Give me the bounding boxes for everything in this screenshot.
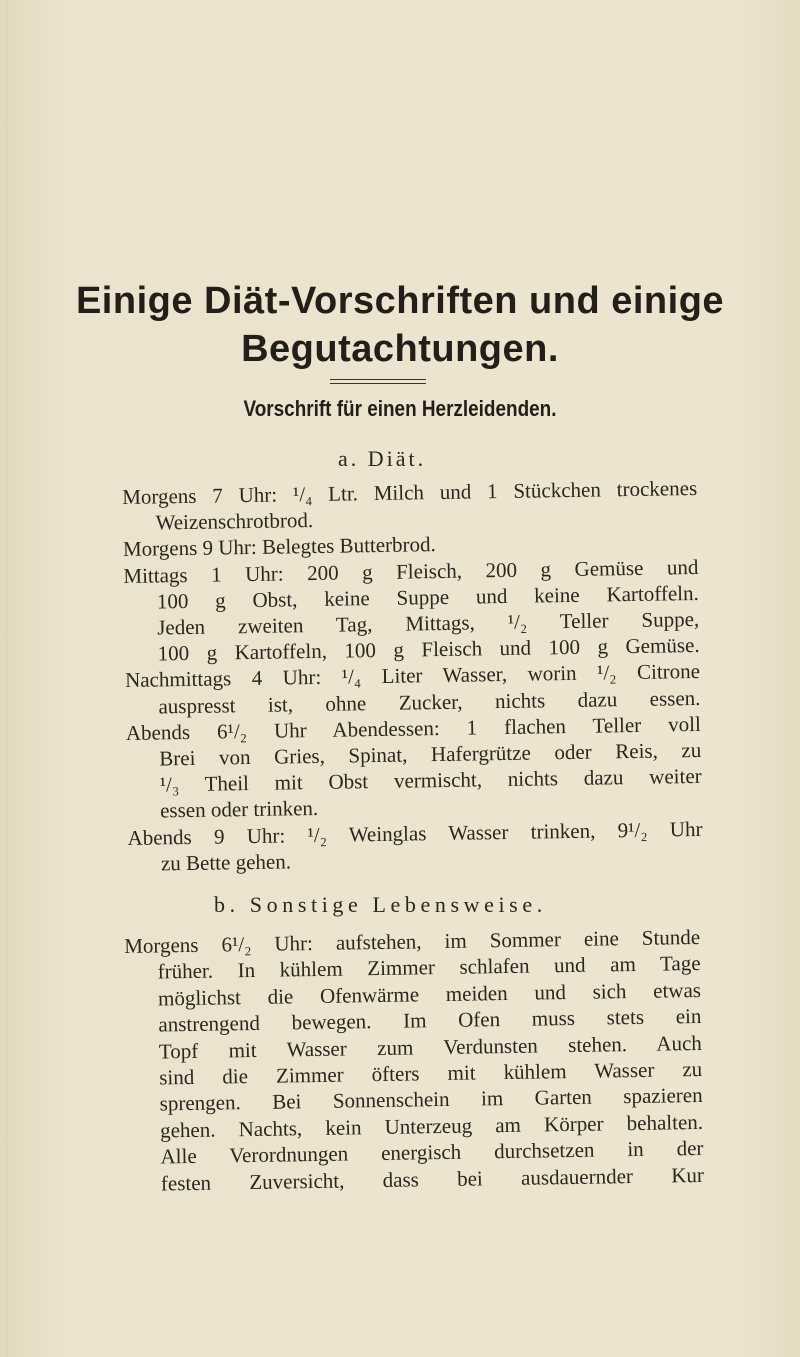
title-rule-bottom <box>330 383 426 384</box>
page-edge-divider <box>6 0 7 1357</box>
section-a-heading: a. Diät. <box>338 446 427 471</box>
section-b-line-5: Topf mit Wasser zum Verdunsten stehen. Auch <box>158 1030 702 1064</box>
section-b-line-9: Alle Verordnungen energisch durchsetzen in der <box>160 1136 704 1169</box>
section-a-line-6: Jeden zweiten Tag, Mittags, ¹/₂ Teller Suppe, <box>157 606 700 640</box>
section-a-line-2: Weizenschrotbrod. <box>155 508 314 535</box>
title-rule-top <box>330 379 426 380</box>
section-b-heading: b. Sonstige Lebensweise. <box>214 892 547 917</box>
chapter-title-line-1: Einige Diät-Vorschriften und einige <box>75 280 725 322</box>
section-b-line-6: sind die Zimmer öfters mit kühlem Wasser zu <box>159 1056 703 1090</box>
section-a-line-14: Abends 9 Uhr: ¹/₂ Weinglas Wasser trinken, 9¹/₂ Uhr <box>127 816 703 850</box>
section-b-line-1: Morgens 6¹/₂ Uhr: aufstehen, im Sommer eine Stunde <box>124 924 701 958</box>
section-b-line-4: anstrengend bewegen. Im Ofen muss stets ein <box>158 1004 702 1037</box>
section-b-text <box>124 924 705 1196</box>
section-b-line-10: festen Zuversicht, dass bei ausdauernder Kur <box>160 1162 705 1196</box>
prescription-subtitle: Vorschrift für einen Herzleidenden. <box>243 396 557 421</box>
section-a-line-5: 100 g Obst, keine Suppe und keine Kartoffeln. <box>156 580 699 614</box>
section-a-line-13: essen oder trinken. <box>159 796 319 823</box>
section-b-line-8: gehen. Nachts, kein Unterzeug am Körper behalten. <box>159 1109 704 1143</box>
chapter-title-line-2: Begutachtungen. <box>241 328 559 370</box>
section-a-line-10: Abends 6¹/₂ Uhr Abendessen: 1 flachen Teller voll <box>125 711 702 745</box>
section-a-text <box>122 475 703 876</box>
section-a-line-7: 100 g Kartoffeln, 100 g Fleisch und 100 g Gemüse. <box>157 633 700 666</box>
section-a-line-8: Nachmittags 4 Uhr: ¹/₄ Liter Wasser, worin ¹/₂ Citrone <box>124 659 701 693</box>
section-a-line-4: Mittags 1 Uhr: 200 g Fleisch, 200 g Gemüse und <box>123 554 699 588</box>
section-b-line-7: sprengen. Bei Sonnenschein im Garten spazieren <box>159 1083 703 1116</box>
section-a-line-12: ¹/₃ Theil mit Obst vermischt, nichts dazu weiter <box>159 764 702 797</box>
section-b-line-2: früher. In kühlem Zimmer schlafen und am Tage <box>157 951 701 984</box>
section-a-line-11: Brei von Gries, Spinat, Hafergrütze oder Reis, zu <box>159 737 702 771</box>
section-a-line-9: auspresst ist, ohne Zucker, nichts dazu essen. <box>158 685 701 719</box>
section-a-line-15: zu Bette gehen. <box>160 849 292 876</box>
section-a-line-3: Morgens 9 Uhr: Belegtes Butterbrod. <box>122 532 437 562</box>
section-a-line-1: Morgens 7 Uhr: ¹/₄ Ltr. Milch und 1 Stückchen trockenes <box>122 475 698 509</box>
section-b-line-3: möglichst die Ofenwärme meiden und sich etwas <box>157 977 702 1011</box>
